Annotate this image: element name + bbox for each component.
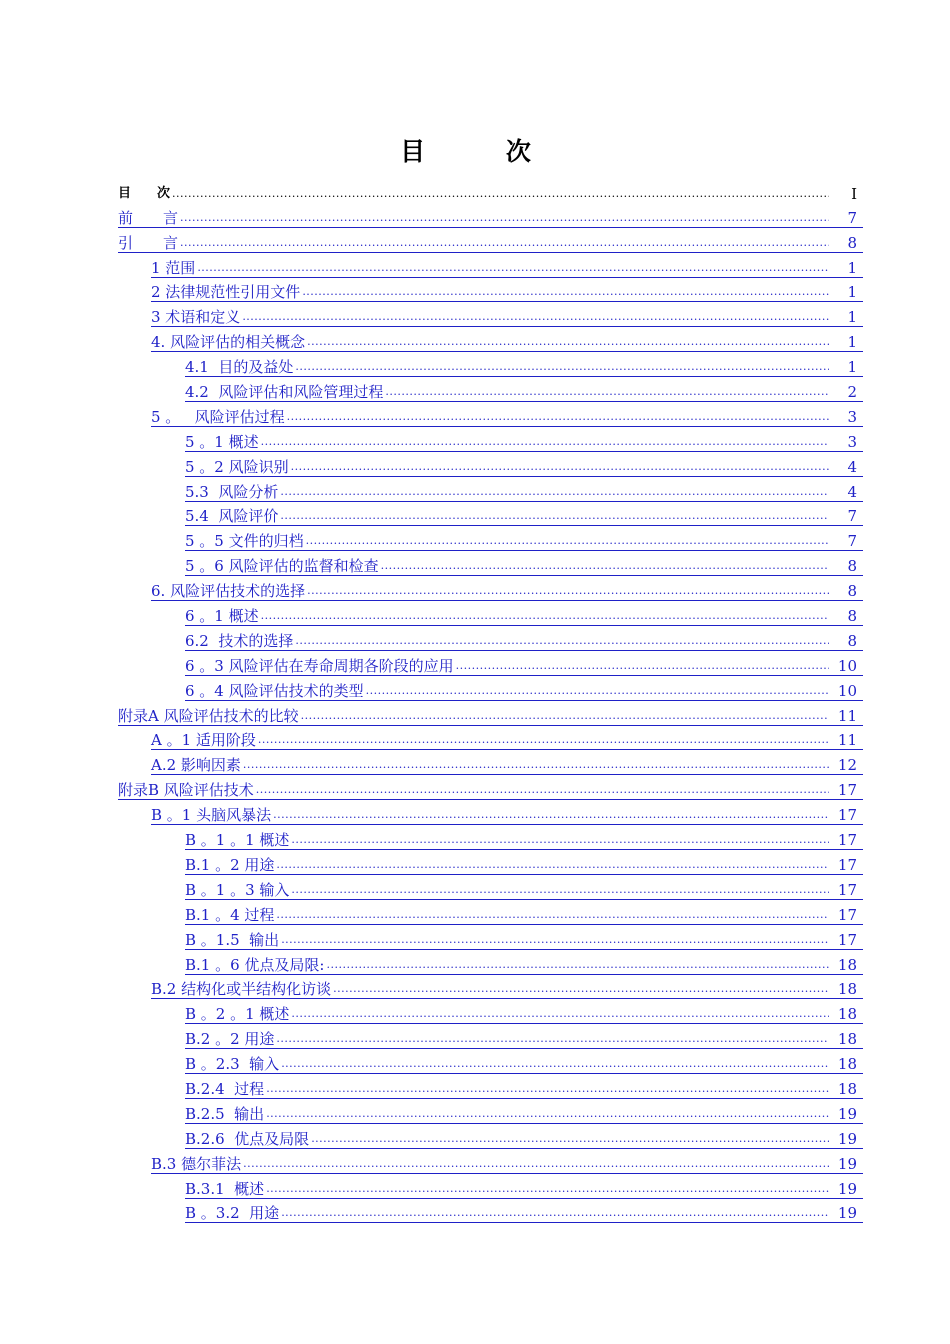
toc-entry-label: 5 。2 风险识别 (185, 457, 289, 476)
toc-entry-label: 4.2 风险评估和风险管理过程 (185, 383, 384, 402)
dot-leader (311, 1130, 829, 1148)
toc-link[interactable] (151, 259, 863, 278)
toc-entry (118, 1049, 863, 1074)
dot-leader (276, 1030, 829, 1048)
toc-link[interactable] (185, 881, 863, 900)
toc-link[interactable] (118, 234, 863, 253)
toc-page-number: 8 (847, 631, 857, 650)
toc-page-number: 19 (837, 1204, 857, 1223)
toc-entry-label: 5 。6 风险评估的监督和检查 (185, 557, 379, 576)
toc-entry-label: B.3.1 概述 (185, 1179, 265, 1198)
toc-link[interactable] (185, 1055, 863, 1074)
toc-page-number: 18 (837, 1030, 857, 1049)
toc-entry (118, 925, 863, 950)
toc-page-number: 8 (847, 557, 857, 576)
toc-entry (118, 750, 863, 775)
toc-entry (118, 302, 863, 327)
toc-entry (118, 626, 863, 651)
dot-leader (266, 1080, 829, 1098)
dot-leader (326, 956, 829, 974)
dot-leader (306, 532, 829, 550)
toc-entry-label: A 。1 适用阶段 (151, 731, 256, 750)
toc-page-number: 4 (847, 482, 857, 501)
dot-leader (172, 185, 829, 203)
toc-entry (118, 1124, 863, 1149)
toc-page-number: 3 (847, 407, 857, 426)
toc-link[interactable] (185, 557, 863, 576)
dot-leader (385, 383, 829, 401)
toc-entry (118, 701, 863, 726)
toc-entry (118, 253, 863, 278)
dot-leader (302, 283, 829, 301)
toc-link[interactable] (151, 756, 863, 775)
toc-entry-label: B.2.4 过程 (185, 1079, 265, 1098)
toc-page-number: 18 (837, 955, 857, 974)
toc-page-number: 17 (837, 930, 857, 949)
toc-page-number: 4 (847, 457, 857, 476)
dot-leader (261, 433, 829, 451)
toc-page-number: 17 (837, 880, 857, 899)
dot-leader (180, 209, 829, 227)
toc-entry-label: B.3 德尔菲法 (151, 1154, 242, 1173)
toc-page-number: 11 (837, 731, 857, 750)
toc-entry-label: 4. 风险评估的相关概念 (151, 333, 306, 352)
toc-entry (118, 1099, 863, 1124)
dot-leader (381, 557, 829, 575)
dot-leader (366, 682, 829, 700)
dot-leader (273, 806, 829, 824)
toc-entry (118, 452, 863, 477)
toc-entry-label: 6. 风险评估技术的选择 (151, 582, 306, 601)
dot-leader (295, 632, 829, 650)
toc-entry (118, 502, 863, 527)
toc-link[interactable] (151, 308, 863, 327)
toc-page-number: 17 (837, 781, 857, 800)
toc-entry-label: B.2.5 输出 (185, 1104, 265, 1123)
toc-page-number: 7 (847, 507, 857, 526)
toc-entry-label: B 。2.3 输入 (185, 1055, 280, 1074)
toc-entry (118, 352, 863, 377)
toc-link[interactable] (185, 657, 863, 676)
toc-entry (118, 228, 863, 253)
toc-entry (118, 726, 863, 751)
toc-page-number: 8 (847, 233, 857, 252)
toc-entry-label: B.1 。2 用途 (185, 855, 275, 874)
toc-page-number: 17 (837, 831, 857, 850)
toc-link[interactable] (185, 458, 863, 477)
toc-entry-label: 1 范围 (151, 258, 196, 277)
dot-leader (280, 483, 829, 501)
toc-link[interactable] (151, 806, 863, 825)
toc-entry-label: 附录B 风险评估技术 (118, 781, 254, 800)
dot-leader (243, 1155, 829, 1173)
toc-entry (118, 1024, 863, 1049)
toc-entry (118, 900, 863, 925)
toc-entry-label: 5.4 风险评价 (185, 507, 279, 526)
toc-entry (118, 775, 863, 800)
toc-entry-label: 4.1 目的及益处 (185, 358, 294, 377)
toc-entry-label: B 。3.2 用途 (185, 1204, 280, 1223)
toc-link[interactable] (185, 1105, 863, 1124)
dot-leader (266, 1180, 829, 1198)
toc-page-number: 17 (837, 855, 857, 874)
toc-entry-label: B.1 。4 过程 (185, 905, 275, 924)
dot-leader (281, 1055, 829, 1073)
toc-link[interactable] (151, 283, 863, 302)
toc-entry (118, 203, 863, 228)
toc-page-number: 2 (847, 383, 857, 402)
toc-page-number: 18 (837, 1055, 857, 1074)
toc-page-number: 17 (837, 905, 857, 924)
toc-entry-label: B 。1 头脑风暴法 (151, 806, 272, 825)
toc-link[interactable] (185, 931, 863, 950)
toc-entry (118, 800, 863, 825)
dot-leader (197, 259, 829, 277)
toc-entry (118, 999, 863, 1024)
toc-entry-label: 5.3 风险分析 (185, 482, 279, 501)
dot-leader (333, 980, 829, 998)
toc-entry (118, 601, 863, 626)
dot-leader (258, 731, 829, 749)
toc-entry-label: 5 。5 文件的归档 (185, 532, 304, 551)
toc-link[interactable] (185, 532, 863, 551)
toc-link[interactable] (185, 906, 863, 925)
toc-link[interactable] (185, 1030, 863, 1049)
toc-entry (118, 402, 863, 427)
toc-link[interactable] (185, 1130, 863, 1149)
toc-entry (118, 327, 863, 352)
toc-link[interactable] (118, 781, 863, 800)
toc-entry-label: 前 言 (118, 208, 179, 227)
toc-link[interactable] (118, 185, 863, 203)
toc-link[interactable] (151, 731, 863, 750)
toc-entry (118, 875, 863, 900)
dot-leader (276, 856, 829, 874)
toc-link[interactable] (185, 507, 863, 526)
toc-entry-label: 目 次 (118, 185, 171, 201)
toc-entry (118, 551, 863, 576)
toc-link[interactable] (185, 956, 863, 975)
toc-page-number: 10 (837, 681, 857, 700)
toc-link[interactable] (151, 333, 863, 352)
toc-page-number: 19 (837, 1154, 857, 1173)
toc-page-number: 7 (847, 532, 857, 551)
toc-link[interactable] (118, 707, 863, 726)
toc-link[interactable] (185, 1005, 863, 1024)
dot-leader (307, 333, 829, 351)
toc-entry (118, 1174, 863, 1199)
toc-page-number: 10 (837, 656, 857, 675)
toc-entry-label: 6 。3 风险评估在寿命周期各阶段的应用 (185, 656, 454, 675)
dot-leader (243, 756, 829, 774)
toc-page-number: 3 (847, 432, 857, 451)
toc-entry (118, 975, 863, 1000)
toc-page-number: 1 (847, 258, 857, 277)
toc-entry (118, 950, 863, 975)
toc-page-number: 7 (847, 208, 857, 227)
toc-entry-label: B 。2 。1 概述 (185, 1005, 290, 1024)
toc-page-number: 1 (847, 283, 857, 302)
toc-entry-label: 3 术语和定义 (151, 308, 241, 327)
toc-entry (118, 1074, 863, 1099)
toc-entry (118, 825, 863, 850)
toc-link[interactable] (151, 408, 863, 427)
toc-entry-label: 附录A 风险评估技术的比较 (118, 706, 299, 725)
dot-leader (281, 931, 829, 949)
dot-leader (291, 1005, 829, 1023)
dot-leader (266, 1105, 829, 1123)
toc-link[interactable] (185, 831, 863, 850)
toc-entry-label: B.1 。6 优点及局限: (185, 955, 325, 974)
toc-page-number: 8 (847, 607, 857, 626)
toc-entry-label: 6.2 技术的选择 (185, 631, 294, 650)
toc-entry (118, 676, 863, 701)
toc-page-number: 18 (837, 1005, 857, 1024)
toc-entry-label: B.2 。2 用途 (185, 1030, 275, 1049)
toc-entry (118, 850, 863, 875)
toc-entry-label: B 。1 。3 输入 (185, 880, 290, 899)
toc-link[interactable] (185, 632, 863, 651)
page-title: 目 次 (400, 137, 567, 166)
toc-link[interactable] (151, 980, 863, 999)
toc-link[interactable] (185, 358, 863, 377)
toc-page-number: 17 (837, 806, 857, 825)
toc-entry (118, 377, 863, 402)
dot-leader (280, 507, 829, 525)
toc-entry-label: B.2 结构化或半结构化访谈 (151, 980, 332, 999)
dot-leader (291, 458, 829, 476)
toc-page-number: 19 (837, 1179, 857, 1198)
toc-entry-label: 6 。1 概述 (185, 607, 259, 626)
toc-entry-label: B 。1 。1 概述 (185, 831, 290, 850)
dot-leader (287, 408, 829, 426)
toc-page-number: 1 (847, 333, 857, 352)
toc-link[interactable] (185, 856, 863, 875)
toc-page-number: 1 (847, 358, 857, 377)
toc-entry-label: 5 。1 概述 (185, 432, 259, 451)
dot-leader (456, 657, 829, 675)
toc-page-number: 19 (837, 1104, 857, 1123)
toc-link[interactable] (185, 383, 863, 402)
dot-leader (291, 831, 829, 849)
toc-link[interactable] (185, 607, 863, 626)
dot-leader (281, 1204, 829, 1222)
toc-page-number: I (851, 184, 857, 203)
dot-leader (301, 707, 829, 725)
toc-entry (118, 278, 863, 303)
toc-entry (118, 1149, 863, 1174)
toc-entry (118, 477, 863, 502)
toc-entry (118, 1199, 863, 1224)
toc-entry-label: 2 法律规范性引用文件 (151, 283, 301, 302)
toc-link[interactable] (185, 682, 863, 701)
toc-entry-label: A.2 影响因素 (151, 756, 241, 775)
toc-link[interactable] (185, 1204, 863, 1223)
toc-link[interactable] (185, 483, 863, 502)
dot-leader (256, 781, 829, 799)
toc-entry-label: 6 。4 风险评估技术的类型 (185, 681, 364, 700)
dot-leader (242, 308, 829, 326)
toc-link[interactable] (151, 1155, 863, 1174)
dot-leader (291, 881, 829, 899)
dot-leader (276, 906, 829, 924)
table-of-contents (118, 178, 863, 1223)
toc-entry-label: B 。1.5 输出 (185, 930, 280, 949)
dot-leader (295, 358, 829, 376)
toc-page-number: 18 (837, 980, 857, 999)
toc-entry-label: 5 。 风险评估过程 (151, 407, 285, 426)
toc-entry (118, 526, 863, 551)
toc-entry (118, 576, 863, 601)
toc-link[interactable] (118, 209, 863, 228)
dot-leader (307, 582, 829, 600)
toc-entry (118, 651, 863, 676)
toc-entry (118, 178, 863, 203)
toc-page-number: 8 (847, 582, 857, 601)
toc-link[interactable] (185, 1180, 863, 1199)
toc-entry-label: B.2.6 优点及局限 (185, 1129, 310, 1148)
dot-leader (180, 234, 829, 252)
toc-link[interactable] (185, 1080, 863, 1099)
toc-link[interactable] (185, 433, 863, 452)
toc-entry (118, 427, 863, 452)
toc-page-number: 19 (837, 1129, 857, 1148)
toc-entry-label: 引 言 (118, 233, 179, 252)
toc-page-number: 1 (847, 308, 857, 327)
toc-link[interactable] (151, 582, 863, 601)
toc-page-number: 12 (837, 756, 857, 775)
dot-leader (261, 607, 829, 625)
toc-page-number: 18 (837, 1079, 857, 1098)
toc-page-number: 11 (837, 706, 857, 725)
